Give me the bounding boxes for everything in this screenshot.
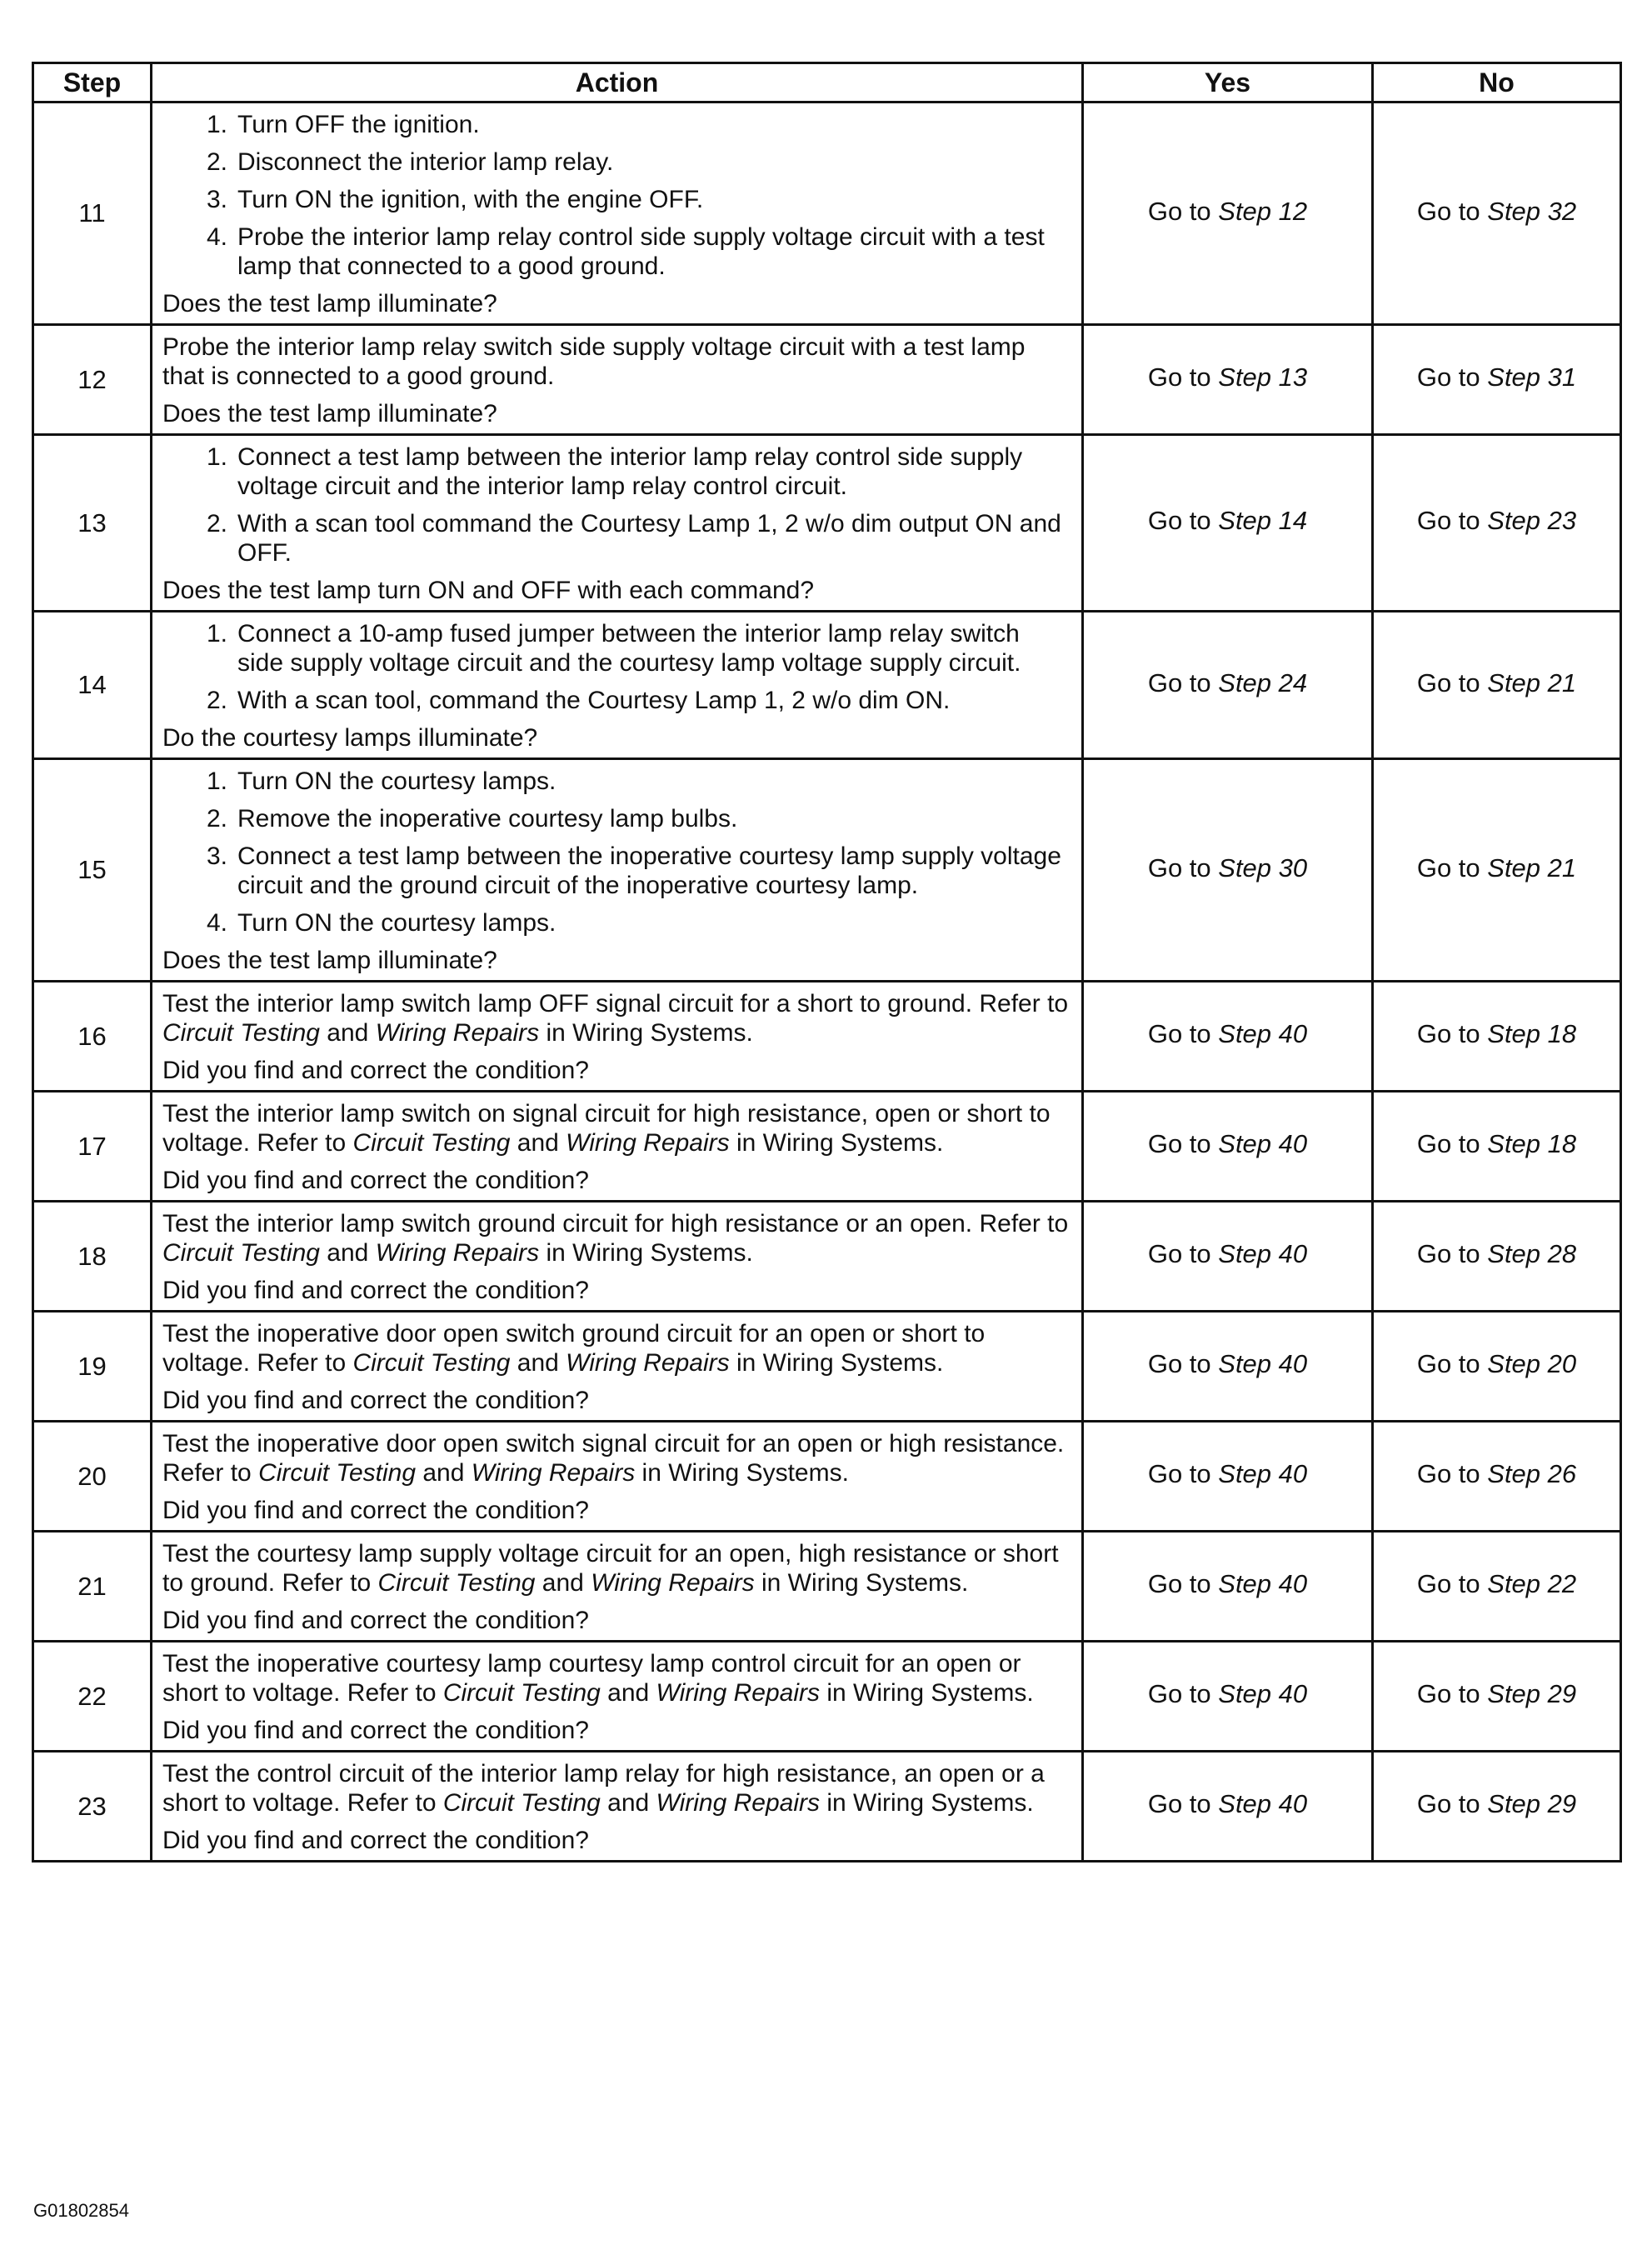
step-target: 30 bbox=[1278, 852, 1308, 882]
action-text: and bbox=[535, 1569, 591, 1597]
action-text: Test the control circuit of the interior lamp relay for high resistance, an open or a short to voltage. Refer to bbox=[162, 1760, 1045, 1817]
goto-prefix: Go to bbox=[1147, 1349, 1219, 1378]
action-question: Did you find and correct the condition? bbox=[162, 1827, 589, 1854]
item-text bbox=[237, 185, 1071, 214]
action-question: Did you find and correct the condition? bbox=[162, 1607, 589, 1634]
action-question: Does the test lamp turn ON and OFF with each command? bbox=[162, 577, 815, 604]
reference-link-text: Wiring Repairs bbox=[656, 1679, 820, 1707]
list-item bbox=[162, 442, 1071, 501]
step-number: 16 bbox=[33, 982, 152, 1092]
step-word: Step bbox=[1218, 1569, 1272, 1598]
reference-link-text: Wiring Repairs bbox=[566, 1129, 730, 1157]
no-result bbox=[1373, 1312, 1621, 1422]
step-target: 18 bbox=[1547, 1129, 1577, 1158]
action-text: Test the inoperative door open switch ground circuit for an open or short to voltage. Refer to bbox=[162, 1320, 986, 1377]
action-paragraph bbox=[162, 1209, 1071, 1268]
reference-link-text: Wiring Repairs bbox=[471, 1459, 636, 1487]
action-question: Does the test lamp illuminate? bbox=[162, 400, 497, 428]
list-item bbox=[162, 110, 1071, 139]
goto-prefix: Go to bbox=[1147, 1679, 1219, 1708]
header-step: Step bbox=[33, 63, 152, 102]
action-text: Test the inoperative door open switch signal circuit for an open or high resistance. Refer to bbox=[162, 1430, 1065, 1487]
goto-prefix: Go to bbox=[1416, 1459, 1488, 1488]
action-cell bbox=[152, 1422, 1083, 1532]
list-item bbox=[162, 842, 1071, 900]
action-paragraph bbox=[162, 1539, 1071, 1598]
goto-prefix: Go to bbox=[1147, 1019, 1219, 1048]
item-number: 2. bbox=[206, 805, 227, 832]
table-row bbox=[33, 435, 1621, 612]
action-question: Does the test lamp illuminate? bbox=[162, 290, 497, 318]
action-text: and bbox=[416, 1459, 472, 1487]
yes-result bbox=[1083, 325, 1373, 435]
diagnostic-table bbox=[32, 62, 1622, 1862]
action-text: Connect a 10-amp fused jumper between the interior lamp relay switch side supply voltage circuit and the courtesy lamp voltage supply circuit. bbox=[237, 620, 1021, 677]
table-row bbox=[33, 1422, 1621, 1532]
step-word: Step bbox=[1218, 1459, 1272, 1488]
no-result bbox=[1373, 759, 1621, 982]
goto-prefix: Go to bbox=[1416, 1019, 1488, 1048]
action-text: Probe the interior lamp relay switch side supply voltage circuit with a test lamp that is connected to a good ground. bbox=[162, 333, 1026, 390]
step-word: Step bbox=[1218, 1019, 1272, 1048]
step-target: 40 bbox=[1278, 1349, 1308, 1378]
goto-prefix: Go to bbox=[1147, 1459, 1219, 1488]
action-cell bbox=[152, 1092, 1083, 1202]
goto-prefix: Go to bbox=[1416, 668, 1488, 698]
action-paragraph bbox=[162, 1429, 1071, 1488]
goto-prefix: Go to bbox=[1416, 852, 1488, 882]
action-text: and bbox=[600, 1679, 656, 1707]
reference-link-text: Wiring Repairs bbox=[375, 1239, 540, 1267]
step-target: 21 bbox=[1547, 852, 1577, 882]
table-row bbox=[33, 1092, 1621, 1202]
action-paragraph bbox=[162, 1319, 1071, 1378]
step-number: 22 bbox=[33, 1642, 152, 1752]
action-question: Did you find and correct the condition? bbox=[162, 1387, 589, 1414]
step-target: 18 bbox=[1547, 1019, 1577, 1048]
action-text: and bbox=[510, 1129, 566, 1157]
item-number: 2. bbox=[206, 510, 227, 538]
header-no: No bbox=[1373, 63, 1621, 102]
step-number: 18 bbox=[33, 1202, 152, 1312]
step-word: Step bbox=[1218, 1789, 1272, 1818]
step-list bbox=[162, 110, 1071, 281]
step-target: 31 bbox=[1547, 362, 1577, 392]
step-word: Step bbox=[1487, 1349, 1541, 1378]
action-text: Turn ON the courtesy lamps. bbox=[237, 909, 556, 937]
header-yes: Yes bbox=[1083, 63, 1373, 102]
step-target: 29 bbox=[1547, 1679, 1577, 1708]
action-text: Test the inoperative courtesy lamp courtesy lamp control circuit for an open or short to voltage. Refer to bbox=[162, 1650, 1021, 1707]
reference-link-text: Wiring Repairs bbox=[375, 1019, 540, 1047]
action-text: Test the courtesy lamp supply voltage circuit for an open, high resistance or short to ground. Refer to bbox=[162, 1540, 1059, 1597]
no-result bbox=[1373, 102, 1621, 325]
yes-result bbox=[1083, 612, 1373, 759]
action-text: Disconnect the interior lamp relay. bbox=[237, 148, 614, 176]
list-item bbox=[162, 686, 1071, 715]
table-row bbox=[33, 1532, 1621, 1642]
list-item bbox=[162, 148, 1071, 177]
no-result bbox=[1373, 612, 1621, 759]
action-question: Did you find and correct the condition? bbox=[162, 1167, 589, 1194]
yes-result bbox=[1083, 1752, 1373, 1862]
action-text: in Wiring Systems. bbox=[539, 1019, 753, 1047]
goto-prefix: Go to bbox=[1416, 1789, 1488, 1818]
step-target: 21 bbox=[1547, 668, 1577, 698]
step-word: Step bbox=[1218, 1679, 1272, 1708]
list-item bbox=[162, 185, 1071, 214]
action-cell bbox=[152, 612, 1083, 759]
reference-link-text: Circuit Testing bbox=[162, 1239, 320, 1267]
action-text: Turn ON the courtesy lamps. bbox=[237, 768, 556, 795]
action-paragraph bbox=[162, 989, 1071, 1048]
item-number: 1. bbox=[206, 111, 227, 138]
reference-link-text: Circuit Testing bbox=[162, 1019, 320, 1047]
step-word: Step bbox=[1218, 852, 1272, 882]
table-row bbox=[33, 1642, 1621, 1752]
goto-prefix: Go to bbox=[1416, 1129, 1488, 1158]
action-text: Connect a test lamp between the inoperative courtesy lamp supply voltage circuit and the ground circuit of the inoperative courtesy lamp. bbox=[237, 842, 1061, 899]
step-number: 14 bbox=[33, 612, 152, 759]
step-word: Step bbox=[1487, 1569, 1541, 1598]
item-text bbox=[237, 110, 1071, 139]
goto-prefix: Go to bbox=[1147, 362, 1219, 392]
no-result bbox=[1373, 1422, 1621, 1532]
action-paragraph bbox=[162, 332, 1071, 391]
figure-id: G01802854 bbox=[33, 2200, 129, 2221]
step-number: 19 bbox=[33, 1312, 152, 1422]
action-text: in Wiring Systems. bbox=[635, 1459, 849, 1487]
yes-result bbox=[1083, 1202, 1373, 1312]
list-item bbox=[162, 804, 1071, 833]
item-text bbox=[237, 619, 1071, 678]
item-text bbox=[237, 686, 1071, 715]
goto-prefix: Go to bbox=[1416, 1679, 1488, 1708]
action-text: With a scan tool, command the Courtesy Lamp 1, 2 w/o dim ON. bbox=[237, 687, 951, 714]
no-result bbox=[1373, 325, 1621, 435]
item-text bbox=[237, 767, 1071, 796]
list-item bbox=[162, 222, 1071, 281]
step-target: 40 bbox=[1278, 1019, 1308, 1048]
action-cell bbox=[152, 102, 1083, 325]
step-target: 24 bbox=[1278, 668, 1308, 698]
item-number: 1. bbox=[206, 443, 227, 471]
action-paragraph bbox=[162, 1759, 1071, 1818]
step-word: Step bbox=[1487, 362, 1541, 392]
step-word: Step bbox=[1218, 1239, 1272, 1268]
item-text bbox=[237, 842, 1071, 900]
no-result bbox=[1373, 982, 1621, 1092]
table-body bbox=[33, 102, 1621, 1862]
item-text bbox=[237, 442, 1071, 501]
step-number: 13 bbox=[33, 435, 152, 612]
step-word: Step bbox=[1487, 506, 1541, 535]
step-word: Step bbox=[1218, 362, 1272, 392]
table-row bbox=[33, 325, 1621, 435]
step-target: 40 bbox=[1278, 1129, 1308, 1158]
action-paragraph bbox=[162, 1649, 1071, 1708]
action-text: in Wiring Systems. bbox=[754, 1569, 969, 1597]
action-text: in Wiring Systems. bbox=[729, 1349, 944, 1377]
action-text: and bbox=[319, 1019, 376, 1047]
reference-link-text: Circuit Testing bbox=[377, 1569, 536, 1597]
yes-result bbox=[1083, 1422, 1373, 1532]
step-target: 40 bbox=[1278, 1459, 1308, 1488]
action-text: Test the interior lamp switch ground circuit for high resistance or an open. Refer to bbox=[162, 1210, 1069, 1238]
step-word: Step bbox=[1218, 668, 1272, 698]
step-word: Step bbox=[1487, 668, 1541, 698]
action-question: Do the courtesy lamps illuminate? bbox=[162, 724, 538, 752]
action-text: in Wiring Systems. bbox=[539, 1239, 753, 1267]
action-text: Test the interior lamp switch on signal circuit for high resistance, open or short to voltage. Refer to bbox=[162, 1100, 1051, 1157]
goto-prefix: Go to bbox=[1416, 196, 1488, 226]
no-result bbox=[1373, 1092, 1621, 1202]
yes-result bbox=[1083, 102, 1373, 325]
reference-link-text: Wiring Repairs bbox=[656, 1789, 820, 1817]
no-result bbox=[1373, 1202, 1621, 1312]
item-number: 1. bbox=[206, 768, 227, 795]
list-item bbox=[162, 509, 1071, 568]
action-question: Did you find and correct the condition? bbox=[162, 1057, 589, 1084]
step-target: 26 bbox=[1547, 1459, 1577, 1488]
item-number: 3. bbox=[206, 842, 227, 870]
yes-result bbox=[1083, 1532, 1373, 1642]
reference-link-text: Circuit Testing bbox=[258, 1459, 417, 1487]
no-result bbox=[1373, 435, 1621, 612]
step-target: 12 bbox=[1278, 196, 1308, 226]
item-number: 4. bbox=[206, 223, 227, 251]
yes-result bbox=[1083, 1312, 1373, 1422]
step-number: 23 bbox=[33, 1752, 152, 1862]
action-cell bbox=[152, 1312, 1083, 1422]
action-text: and bbox=[600, 1789, 656, 1817]
reference-link-text: Circuit Testing bbox=[442, 1679, 601, 1707]
action-text: Turn OFF the ignition. bbox=[237, 111, 480, 138]
table-row bbox=[33, 1312, 1621, 1422]
action-text: Probe the interior lamp relay control side supply voltage circuit with a test lamp that connected to a good ground. bbox=[237, 223, 1045, 280]
yes-result bbox=[1083, 435, 1373, 612]
step-word: Step bbox=[1218, 506, 1272, 535]
reference-link-text: Circuit Testing bbox=[442, 1789, 601, 1817]
no-result bbox=[1373, 1532, 1621, 1642]
step-number: 21 bbox=[33, 1532, 152, 1642]
step-target: 14 bbox=[1278, 506, 1308, 535]
action-question: Did you find and correct the condition? bbox=[162, 1497, 589, 1524]
item-number: 4. bbox=[206, 909, 227, 937]
step-list bbox=[162, 767, 1071, 938]
goto-prefix: Go to bbox=[1416, 1569, 1488, 1598]
yes-result bbox=[1083, 982, 1373, 1092]
action-text: With a scan tool command the Courtesy Lamp 1, 2 w/o dim output ON and OFF. bbox=[237, 510, 1061, 567]
action-cell bbox=[152, 1202, 1083, 1312]
step-target: 13 bbox=[1278, 362, 1308, 392]
step-word: Step bbox=[1487, 1239, 1541, 1268]
goto-prefix: Go to bbox=[1147, 1239, 1219, 1268]
goto-prefix: Go to bbox=[1416, 362, 1488, 392]
reference-link-text: Circuit Testing bbox=[352, 1129, 511, 1157]
yes-result bbox=[1083, 1642, 1373, 1752]
goto-prefix: Go to bbox=[1147, 1569, 1219, 1598]
goto-prefix: Go to bbox=[1147, 1789, 1219, 1818]
no-result bbox=[1373, 1642, 1621, 1752]
action-cell bbox=[152, 1752, 1083, 1862]
list-item bbox=[162, 619, 1071, 678]
header-action: Action bbox=[152, 63, 1083, 102]
item-text bbox=[237, 222, 1071, 281]
table-row bbox=[33, 982, 1621, 1092]
list-item bbox=[162, 908, 1071, 938]
step-number: 20 bbox=[33, 1422, 152, 1532]
step-word: Step bbox=[1487, 1789, 1541, 1818]
no-result bbox=[1373, 1752, 1621, 1862]
step-list bbox=[162, 442, 1071, 568]
step-target: 40 bbox=[1278, 1679, 1308, 1708]
step-word: Step bbox=[1487, 1129, 1541, 1158]
action-cell bbox=[152, 1532, 1083, 1642]
table-row bbox=[33, 1202, 1621, 1312]
action-cell bbox=[152, 325, 1083, 435]
step-number: 11 bbox=[33, 102, 152, 325]
goto-prefix: Go to bbox=[1147, 852, 1219, 882]
step-target: 20 bbox=[1547, 1349, 1577, 1378]
action-question: Did you find and correct the condition? bbox=[162, 1277, 589, 1304]
action-cell bbox=[152, 982, 1083, 1092]
goto-prefix: Go to bbox=[1416, 1239, 1488, 1268]
goto-prefix: Go to bbox=[1147, 1129, 1219, 1158]
step-target: 28 bbox=[1547, 1239, 1577, 1268]
item-text bbox=[237, 148, 1071, 177]
table-row bbox=[33, 612, 1621, 759]
action-text: in Wiring Systems. bbox=[820, 1789, 1034, 1817]
table-row bbox=[33, 759, 1621, 982]
action-cell bbox=[152, 435, 1083, 612]
step-number: 17 bbox=[33, 1092, 152, 1202]
item-text bbox=[237, 804, 1071, 833]
action-text: Connect a test lamp between the interior lamp relay control side supply voltage circuit and the interior lamp relay control circuit. bbox=[237, 443, 1023, 500]
step-target: 22 bbox=[1547, 1569, 1577, 1598]
table-row bbox=[33, 1752, 1621, 1862]
action-question: Did you find and correct the condition? bbox=[162, 1717, 589, 1744]
reference-link-text: Circuit Testing bbox=[352, 1349, 511, 1377]
action-text: and bbox=[319, 1239, 376, 1267]
step-word: Step bbox=[1218, 196, 1272, 226]
item-number: 3. bbox=[206, 186, 227, 213]
item-text bbox=[237, 908, 1071, 938]
table-row bbox=[33, 102, 1621, 325]
step-target: 29 bbox=[1547, 1789, 1577, 1818]
reference-link-text: Wiring Repairs bbox=[566, 1349, 730, 1377]
step-word: Step bbox=[1487, 1679, 1541, 1708]
goto-prefix: Go to bbox=[1416, 506, 1488, 535]
step-target: 40 bbox=[1278, 1239, 1308, 1268]
action-text: Test the interior lamp switch lamp OFF signal circuit for a short to ground. Refer to bbox=[162, 990, 1069, 1018]
action-text: in Wiring Systems. bbox=[729, 1129, 944, 1157]
action-paragraph bbox=[162, 1099, 1071, 1158]
action-text: Remove the inoperative courtesy lamp bulbs. bbox=[237, 805, 738, 832]
goto-prefix: Go to bbox=[1147, 506, 1219, 535]
item-text bbox=[237, 509, 1071, 568]
list-item bbox=[162, 767, 1071, 796]
reference-link-text: Wiring Repairs bbox=[591, 1569, 755, 1597]
step-word: Step bbox=[1487, 1019, 1541, 1048]
action-question: Does the test lamp illuminate? bbox=[162, 947, 497, 974]
item-number: 2. bbox=[206, 148, 227, 176]
step-word: Step bbox=[1487, 196, 1541, 226]
step-word: Step bbox=[1218, 1349, 1272, 1378]
action-text: and bbox=[510, 1349, 566, 1377]
goto-prefix: Go to bbox=[1416, 1349, 1488, 1378]
step-number: 12 bbox=[33, 325, 152, 435]
step-word: Step bbox=[1487, 1459, 1541, 1488]
action-text: in Wiring Systems. bbox=[820, 1679, 1034, 1707]
step-target: 32 bbox=[1547, 196, 1577, 226]
yes-result bbox=[1083, 1092, 1373, 1202]
goto-prefix: Go to bbox=[1147, 668, 1219, 698]
goto-prefix: Go to bbox=[1147, 196, 1219, 226]
item-number: 1. bbox=[206, 620, 227, 648]
header-row bbox=[33, 63, 1621, 102]
step-target: 40 bbox=[1278, 1789, 1308, 1818]
step-number: 15 bbox=[33, 759, 152, 982]
step-word: Step bbox=[1487, 852, 1541, 882]
action-text: Turn ON the ignition, with the engine OFF. bbox=[237, 186, 704, 213]
action-cell bbox=[152, 759, 1083, 982]
yes-result bbox=[1083, 759, 1373, 982]
item-number: 2. bbox=[206, 687, 227, 714]
step-list bbox=[162, 619, 1071, 715]
action-cell bbox=[152, 1642, 1083, 1752]
step-target: 23 bbox=[1547, 506, 1577, 535]
step-word: Step bbox=[1218, 1129, 1272, 1158]
step-target: 40 bbox=[1278, 1569, 1308, 1598]
